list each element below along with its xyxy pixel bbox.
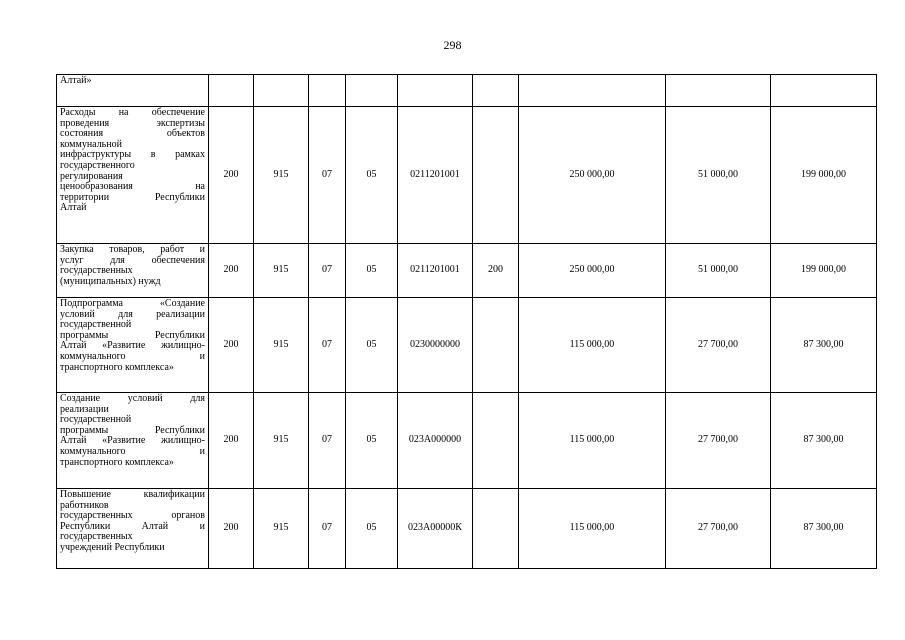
expense-name-line: реализации — [60, 403, 109, 415]
cell-section: 07 — [309, 298, 346, 393]
expense-name — [57, 75, 209, 107]
cell-section: 07 — [309, 244, 346, 298]
cell-expense-type: 200 — [473, 244, 519, 298]
expense-name-line: коммунального и — [60, 350, 205, 362]
expense-name-line: состояния объектов — [60, 128, 205, 140]
expense-name — [57, 393, 209, 489]
cell-sum-3: 87 300,00 — [771, 489, 877, 569]
expense-name-line: условий для реализации — [60, 308, 205, 320]
cell-code-1: 200 — [209, 489, 254, 569]
cell-sum-2: 51 000,00 — [666, 244, 771, 298]
cell-sum-3: 87 300,00 — [771, 393, 877, 489]
expense-name-line: инфраструктуры в рамках — [60, 149, 205, 161]
cell-target-article: 023А00000К — [398, 489, 473, 569]
expense-name-line: государственных — [60, 531, 133, 543]
cell-code-2: 915 — [254, 489, 309, 569]
expense-name — [57, 244, 209, 298]
cell-sum-1: 115 000,00 — [519, 489, 666, 569]
cell-expense-type — [473, 393, 519, 489]
expense-name-line: транспортного комплекса» — [60, 456, 174, 468]
expense-name-line: Алтай — [60, 202, 87, 214]
cell-sum-1: 250 000,00 — [519, 244, 666, 298]
expense-name-line: (муниципальных) нужд — [60, 275, 161, 287]
cell-sum-1: 115 000,00 — [519, 393, 666, 489]
expense-name-line: Алтай «Развитие жилищно- — [60, 435, 205, 447]
cell-target-article: 0211201001 — [398, 244, 473, 298]
cell-expense-type — [473, 75, 519, 107]
budget-table — [56, 74, 877, 569]
expense-name-line: транспортного комплекса» — [60, 361, 174, 373]
expense-name — [57, 107, 209, 244]
cell-subsection: 05 — [346, 244, 398, 298]
expense-name-line: программы Республики — [60, 424, 205, 436]
table-row — [57, 393, 877, 489]
table-row — [57, 298, 877, 393]
cell-expense-type — [473, 298, 519, 393]
expense-name-line: государственных — [60, 265, 133, 277]
cell-target-article — [398, 75, 473, 107]
expense-name-line: Создание условий для — [60, 393, 205, 404]
cell-subsection: 05 — [346, 393, 398, 489]
expense-name-line: Закупка товаров, работ и — [60, 244, 205, 255]
expense-name-line: Подпрограмма «Создание — [60, 298, 205, 309]
cell-code-2: 915 — [254, 298, 309, 393]
cell-subsection — [346, 75, 398, 107]
expense-name-line: Алтай «Развитие жилищно- — [60, 340, 205, 352]
expense-name-line: программы Республики — [60, 329, 205, 341]
cell-target-article: 0230000000 — [398, 298, 473, 393]
cell-code-1: 200 — [209, 393, 254, 489]
cell-sum-1: 115 000,00 — [519, 298, 666, 393]
expense-name-line: ценообразования на — [60, 181, 205, 193]
expense-name-line: регулирования — [60, 170, 123, 182]
cell-sum-3: 199 000,00 — [771, 107, 877, 244]
page-number: 298 — [443, 38, 462, 52]
cell-sum-3: 199 000,00 — [771, 244, 877, 298]
table-row — [57, 244, 877, 298]
expense-name-line: Алтай» — [60, 75, 92, 86]
expense-name-line: Республики Алтай и — [60, 520, 205, 532]
cell-code-2: 915 — [254, 393, 309, 489]
expense-name-line: Повышение квалификации — [60, 489, 205, 500]
expense-name-line: государственной — [60, 414, 132, 426]
table-row — [57, 107, 877, 244]
cell-sum-3 — [771, 75, 877, 107]
cell-code-2: 915 — [254, 107, 309, 244]
cell-section: 07 — [309, 393, 346, 489]
expense-name-line: государственной — [60, 319, 132, 331]
expense-name-line: территории Республики — [60, 191, 205, 203]
cell-sum-2: 27 700,00 — [666, 298, 771, 393]
expense-name-line: государственных органов — [60, 510, 205, 522]
expense-name-line: проведения экспертизы — [60, 117, 205, 129]
expense-name-line: коммунального и — [60, 445, 205, 457]
cell-sum-2 — [666, 75, 771, 107]
cell-section: 07 — [309, 489, 346, 569]
cell-subsection: 05 — [346, 107, 398, 244]
expense-name-line: государственного — [60, 159, 135, 171]
expense-name-line: работников — [60, 499, 109, 511]
cell-target-article: 023А000000 — [398, 393, 473, 489]
cell-code-2 — [254, 75, 309, 107]
expense-name — [57, 298, 209, 393]
cell-target-article: 0211201001 — [398, 107, 473, 244]
expense-name-line: учреждений Республики — [60, 541, 165, 553]
cell-expense-type — [473, 107, 519, 244]
table-row — [57, 75, 877, 107]
cell-section — [309, 75, 346, 107]
cell-code-1: 200 — [209, 244, 254, 298]
cell-code-1: 200 — [209, 107, 254, 244]
cell-section: 07 — [309, 107, 346, 244]
cell-sum-2: 27 700,00 — [666, 393, 771, 489]
cell-code-1 — [209, 75, 254, 107]
cell-code-1: 200 — [209, 298, 254, 393]
cell-sum-2: 51 000,00 — [666, 107, 771, 244]
table-row — [57, 489, 877, 569]
cell-expense-type — [473, 489, 519, 569]
expense-name — [57, 489, 209, 569]
cell-sum-3: 87 300,00 — [771, 298, 877, 393]
expense-name-line: услуг для обеспечения — [60, 254, 205, 266]
cell-sum-1 — [519, 75, 666, 107]
cell-subsection: 05 — [346, 489, 398, 569]
cell-sum-1: 250 000,00 — [519, 107, 666, 244]
cell-code-2: 915 — [254, 244, 309, 298]
cell-subsection: 05 — [346, 298, 398, 393]
cell-sum-2: 27 700,00 — [666, 489, 771, 569]
expense-name-line: коммунальной — [60, 138, 122, 150]
expense-name-line: Расходы на обеспечение — [60, 107, 205, 118]
